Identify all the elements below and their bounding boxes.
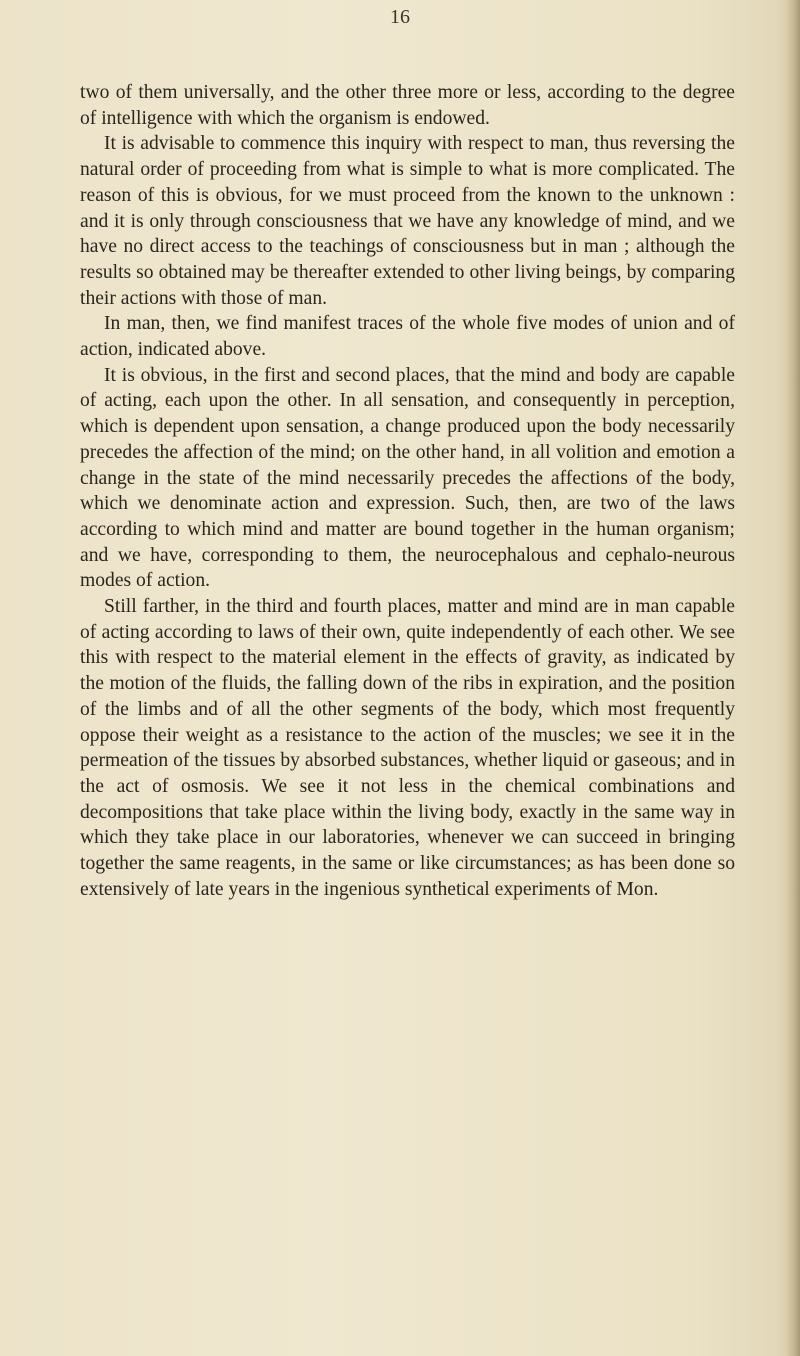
- paragraph-five-modes: In man, then, we find manifest traces of the whole five modes of union and of action, indicated above.: [80, 313, 735, 361]
- page-edge-shadow: [786, 0, 800, 1356]
- paragraph-continuation: two of them universally, and the other three more or less, according to the degree of intelligence with which the organism is endowed.: [80, 82, 735, 129]
- paragraph-first-second-places: It is obvious, in the first and second places, that the mind and body are capable of acting, each upon the other. In all sensation, and consequently in perception, which is dependent upon sensation, a change produced upon the body necessarily precedes the affection of the mind; on the other hand, in all volition and emotion a change in the state of the mind necessarily precedes the affections of the body, which we denominate action and expression. Such, then, are two of the laws according to which mind and matter are bound together in the human organism; and we have, corresponding to them, the neurocephalous and cephalo-neurous modes of action.: [80, 364, 735, 592]
- paragraph-inquiry-man: It is advisable to commence this inquiry with respect to man, thus reversing the natural order of proceeding from what is simple to what is more complicated. The reason of this is obvious, for we must proceed from the known to the unknown : and it is only through consciousness that we have any knowledge of mind, and we have no direct access to the teachings of consciousness but in man ; although the results so obtained may be thereafter extended to other living beings, by comparing their actions with those of man.: [80, 133, 735, 309]
- body-text: [80, 80, 735, 903]
- paragraph-third-fourth-places: Still farther, in the third and fourth places, matter and mind are in man capable of acting according to laws of their own, quite independently of each other. We see this with respect to the material element in the effects of gravity, as indicated by the motion of the fluids, the falling down of the ribs in expiration, and the position of the limbs and of all the other segments of the body, which most frequently oppose their weight as a resistance to the action of the muscles; we see it in the permeation of the tissues by absorbed substances, whether liquid or gaseous; and in the act of osmosis. We see it not less in the chemical combinations and decompositions that take place within the living body, exactly in the same way in which they take place in our laboratories, whenever we can succeed in bringing together the same reagents, in the same or like circumstances; as has been done so extensively of late years in the ingenious synthetical experiments of Mon.: [80, 596, 735, 900]
- page-number: 16: [390, 6, 410, 28]
